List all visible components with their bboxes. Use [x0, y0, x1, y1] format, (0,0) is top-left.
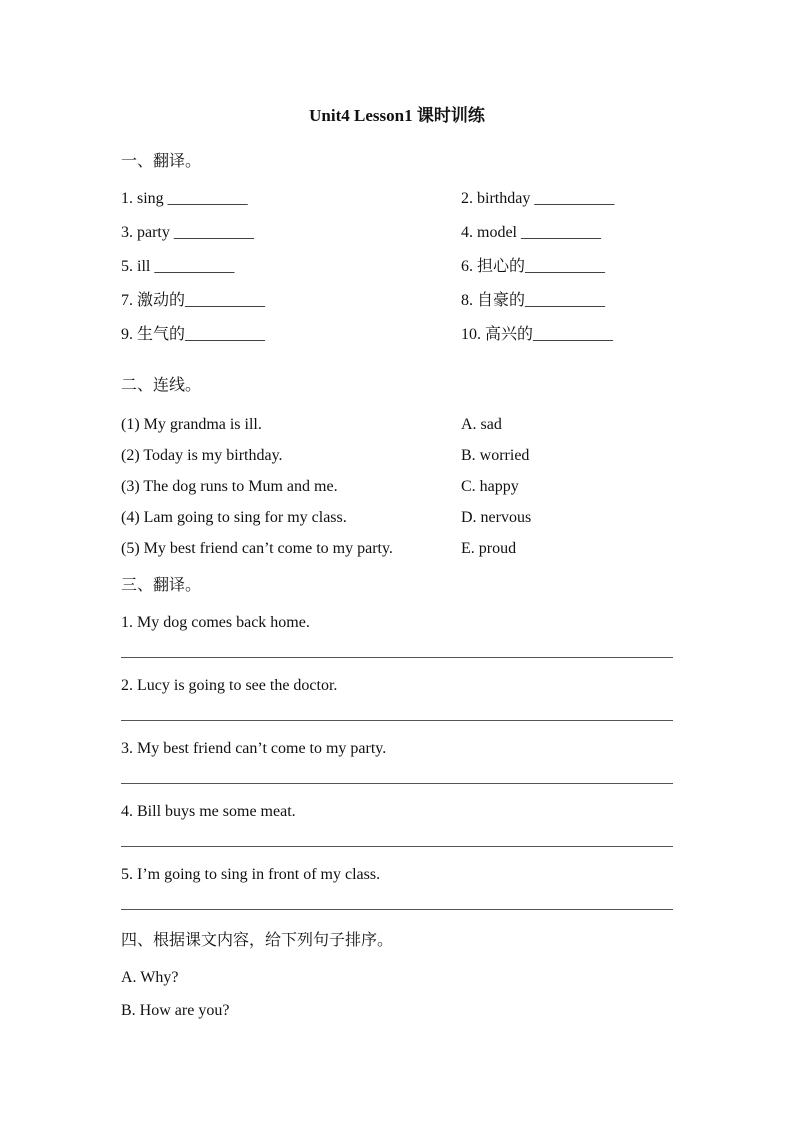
- match-sentence: (3) The dog runs to Mum and me.: [121, 478, 338, 495]
- translate-sentence: 5. I’m going to sing in front of my class.: [121, 866, 381, 883]
- answer-line: [121, 657, 673, 658]
- answer-line: [121, 846, 673, 847]
- answer-line: [121, 720, 673, 721]
- vocab-item: 2. birthday __________: [461, 190, 615, 207]
- match-option: E. proud: [461, 540, 517, 557]
- answer-line: [121, 783, 673, 784]
- match-sentence: (1) My grandma is ill.: [121, 416, 262, 433]
- vocab-item: 9. 生气的__________: [121, 326, 266, 343]
- vocab-item: 6. 担心的__________: [461, 258, 606, 275]
- translate-sentence: 2. Lucy is going to see the doctor.: [121, 677, 338, 694]
- vocab-row: [121, 189, 673, 209]
- answer-line: [121, 909, 673, 910]
- match-option: D. nervous: [461, 509, 532, 526]
- vocab-row: [121, 257, 673, 277]
- match-option: A. sad: [461, 416, 502, 433]
- vocab-item: 1. sing __________: [121, 190, 248, 207]
- translate-sentence: 4. Bill buys me some meat.: [121, 803, 296, 820]
- match-row: [121, 415, 673, 435]
- order-option: B. How are you?: [121, 1002, 230, 1019]
- vocab-item: 5. ill __________: [121, 258, 235, 275]
- page-title: Unit4 Lesson1 课时训练: [309, 106, 485, 125]
- match-row: [121, 539, 673, 559]
- match-row: [121, 446, 673, 466]
- match-sentence: (4) Lam going to sing for my class.: [121, 509, 347, 526]
- translate-sentence: 1. My dog comes back home.: [121, 614, 310, 631]
- match-sentence: (5) My best friend can’t come to my party.: [121, 540, 393, 557]
- section-2-heading: 二、连线。: [121, 377, 202, 394]
- section-4-heading: 四、根据课文内容，给下列句子排序。: [121, 932, 394, 949]
- vocab-row: [121, 291, 673, 311]
- section-3-heading: 三、翻译。: [121, 577, 202, 594]
- match-sentence: (2) Today is my birthday.: [121, 447, 283, 464]
- translate-sentence: 3. My best friend can’t come to my party.: [121, 740, 387, 757]
- match-row: [121, 508, 673, 528]
- vocab-row: [121, 223, 673, 243]
- match-option: B. worried: [461, 447, 530, 464]
- vocab-item: 10. 高兴的__________: [461, 326, 614, 343]
- vocab-item: 3. party __________: [121, 224, 254, 241]
- vocab-row: [121, 325, 673, 345]
- vocab-item: 8. 自豪的__________: [461, 292, 606, 309]
- section-1-heading: 一、翻译。: [121, 153, 202, 170]
- vocab-item: 7. 激动的__________: [121, 292, 266, 309]
- vocab-item: 4. model __________: [461, 224, 601, 241]
- match-row: [121, 477, 673, 497]
- order-option: A. Why?: [121, 969, 179, 986]
- match-option: C. happy: [461, 478, 519, 495]
